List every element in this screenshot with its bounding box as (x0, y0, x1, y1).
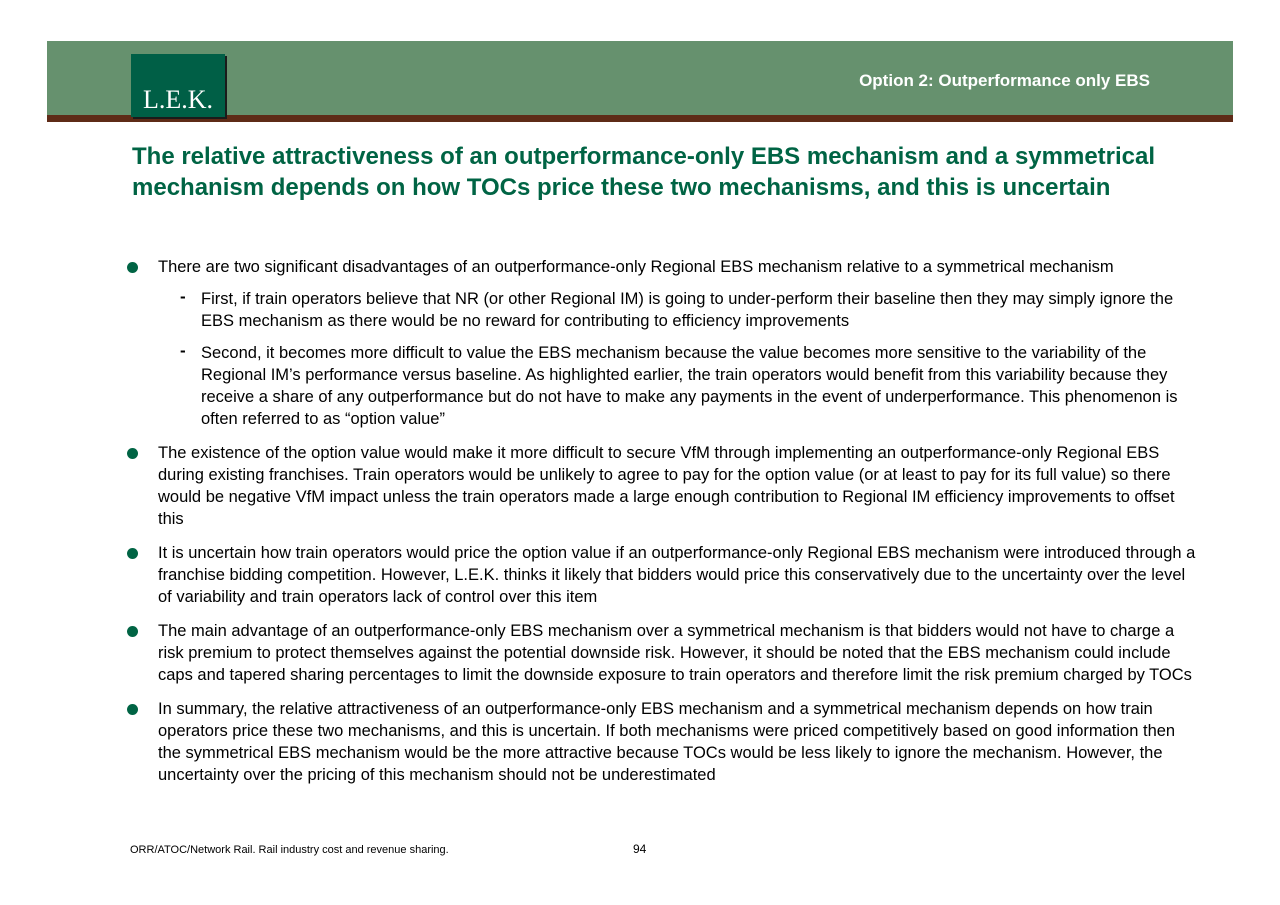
bullet-text: The main advantage of an outperformance-only EBS mechanism over a symmetrical mechanism is that bidders would not have to charge a risk premium to protect themselves against the potential downside risk. However, it should be noted that the EBS mechanism could include caps and tapered sharing percentages to limit the downside exposure to train operators and therefore limit the risk premium charged by TOCs (158, 622, 1192, 684)
dash-icon: - (180, 341, 186, 360)
bullet-text: It is uncertain how train operators would price the option value if an outperformance-only Regional EBS mechanism were introduced through a franchise bidding competition. However, L.E.K. thinks it likely that bidders would price this conservatively due to the uncertainty over the level of variability and train operators lack of control over this item (158, 544, 1196, 606)
bullet-text: The existence of the option value would make it more difficult to secure VfM through implementing an outperformance-only Regional EBS during existing franchises. Train operators would be unlikely to agree to pay for the option value (or at least to pay for its full value) so there would be negative VfM impact unless the train operators made a large enough contribution to Regional IM efficiency improvements to offset this (158, 444, 1175, 528)
bullet-item (0, 542, 1198, 608)
bullet-dot-icon (127, 262, 138, 273)
bullet-text: There are two significant disadvantages of an outperformance-only Regional EBS mechanism relative to a symmetrical mechanism (158, 258, 1114, 276)
bullet-item (0, 256, 1198, 430)
bullet-list (0, 256, 1280, 798)
sub-bullet-text: First, if train operators believe that NR (or other Regional IM) is going to under-perform their baseline then they may simply ignore the EBS mechanism as there would be no reward for contributing to efficiency improvements (201, 290, 1174, 330)
bullet-text: In summary, the relative attractiveness of an outperformance-only EBS mechanism and a symmetrical mechanism depends on how train operators price these two mechanisms, and this is uncertain. If both mechanisms were priced competitively based on good information then the symmetrical EBS mechanism would be the more attractive because TOCs would be less likely to ignore the mechanism. However, the uncertainty over the pricing of this mechanism should not be underestimated (158, 700, 1176, 784)
footer-source: ORR/ATOC/Network Rail. Rail industry cost and revenue sharing. (130, 844, 449, 856)
section-label: Option 2: Outperformance only EBS (859, 71, 1150, 90)
logo-text: L.E.K. (142, 85, 214, 114)
lek-logo (131, 54, 225, 117)
bullet-dot-icon (127, 548, 138, 559)
bullet-dot-icon (127, 448, 138, 459)
sub-bullet-text: Second, it becomes more difficult to value the EBS mechanism because the value becomes more sensitive to the variability of the Regional IM’s performance versus baseline. As highlighted earlier, the train operators would benefit from this variability because they receive a share of any outperformance but do not have to make any payments in the event of underperformance. This phenomenon is often referred to as “option value” (201, 344, 1178, 428)
sub-bullet-item (158, 288, 1195, 332)
bullet-dot-icon (127, 704, 138, 715)
page-title: The relative attractiveness of an outperformance-only EBS mechanism and a symmetrical mechanism depends on how TOCs price these two mechanisms, and this is uncertain (132, 143, 1156, 201)
bullet-item (0, 698, 1198, 786)
dash-icon: - (180, 287, 186, 306)
page-number: 94 (633, 842, 647, 856)
sub-bullet-item (158, 342, 1195, 430)
bullet-dot-icon (127, 626, 138, 637)
bullet-item (0, 620, 1198, 686)
bullet-item (0, 442, 1198, 530)
